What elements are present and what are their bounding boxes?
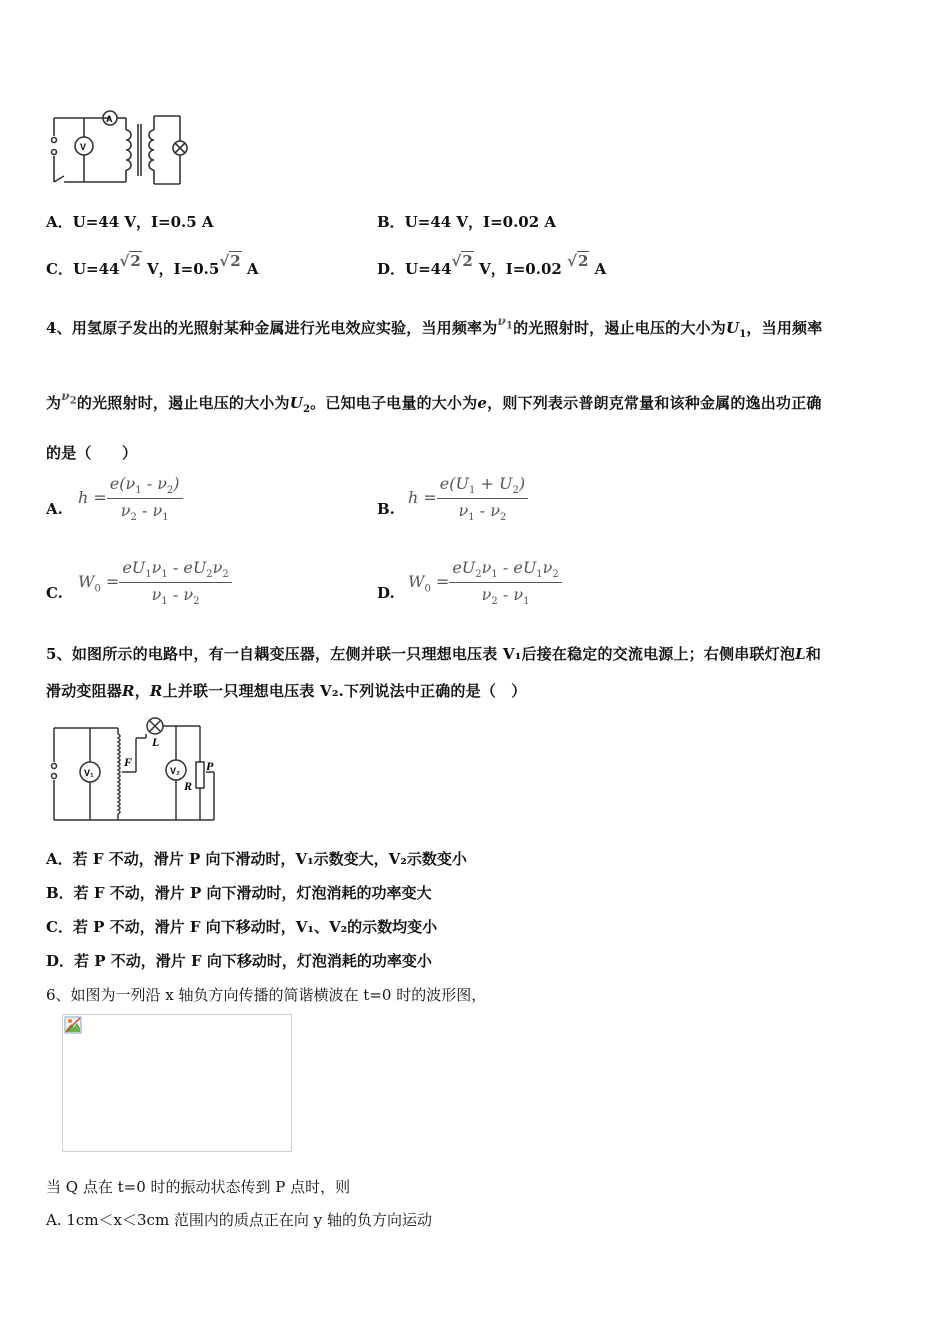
q5-option-d[interactable]: D．若 P 不动，滑片 F 向下移动时，灯泡消耗的功率变小 [46,952,432,970]
sqrt-arg: 2 [462,252,473,270]
q4-text: 4、用氢原子发出的光照射某种金属进行光电效应实验，当用频率为 [46,319,498,337]
q3-option-a[interactable]: A．U=44 V，I=0.5 A [46,213,214,231]
q3-option-c-pre: C．U=44 [46,260,120,278]
q3-option-c-post: A [246,260,259,278]
q6-option-a[interactable]: A. 1cm＜x＜3cm 范围内的质点正在向 y 轴的负方向运动 [46,1211,432,1229]
nu2-symbol: ν2 [61,389,77,407]
r-symbol: R [122,682,135,700]
q4-option-a-formula: h = $\frac{e(\nu_1 - \nu_2)}{\nu_2 - \nu_1}$ [78,474,183,523]
sqrt-arg: 2 [130,252,141,270]
e-symbol: e [477,394,488,412]
q6-line-2: 当 Q 点在 t=0 时的振动状态传到 P 点时，则 [46,1178,351,1196]
autotransformer-circuit-figure [44,710,224,826]
q4-line-2: 为$^{\nu_2}$的光照射时，遏止电压的大小为$U_2$。已知电子电量的大小为e，则下列表示普朗克常量和该种金属的逸出功正确 [46,389,822,415]
sqrt-arg: 2 [577,252,589,270]
voltmeter-label: V [80,142,87,152]
sqrt-symbol: √2 [119,252,141,270]
q4-line-1: 4、用氢原子发出的光照射某种金属进行光电效应实验，当用频率为$^{\nu_1}$的光照射时，遏止电压的大小为$U_1$，当用频率 [46,314,823,340]
q4-option-d-formula: $W_0$ = $\frac{eU_2\nu_1 - eU_1\nu_2}{\nu_2 - \nu_1}$ [408,558,562,607]
nu1-symbol: ν1 [497,314,514,332]
q5-text: 5、如图所示的电路中，有一自耦变压器，左侧并联一只理想电压表 V₁后接在稳定的交流电源上；右侧串联灯泡 [46,645,796,663]
q5-option-b[interactable]: B．若 F 不动，滑片 P 向下滑动时，灯泡消耗的功率变大 [46,884,432,902]
q4-text: 为 [46,394,62,412]
q4-option-c-formula: $W_0$ = $\frac{eU_1\nu_1 - eU_2\nu_2}{\nu_1 - \nu_2}$ [78,558,232,607]
q5-line-1 [46,643,821,664]
q5-option-c[interactable]: C．若 P 不动，滑片 F 向下移动时，V₁、V₂的示数均变小 [46,918,438,936]
q5-text: 和 [805,645,822,663]
l-symbol: L [795,645,806,663]
transformer-circuit-figure [44,104,190,188]
q5-option-a[interactable]: A．若 F 不动，滑片 P 向下滑动时，V₁示数变大，V₂示数变小 [46,850,467,868]
q4-text: ，当用频率 [746,319,823,337]
q5-text: 滑动变阻器 [46,682,123,700]
sqrt-symbol: √2 [567,252,589,270]
broken-image-placeholder [62,1014,292,1152]
q3-option-d-post: A [594,260,607,278]
q4-option-d-label[interactable]: D. [377,584,395,602]
broken-image-icon [64,1016,82,1034]
p-label: P [206,759,214,773]
q4-text: ，则下列表示普朗克常量和该种金属的逸出功正确 [487,394,822,412]
r-symbol: R [149,682,163,700]
q5-line-2 [46,680,526,701]
q3-option-b[interactable]: B．U=44 V，I=0.02 A [377,213,557,231]
q3-option-c-mid: V，I=0.5 [147,260,220,278]
sqrt-arg: 2 [230,252,241,270]
q5-text: 上并联一只理想电压表 V₂.下列说法中正确的是（ ） [162,682,527,700]
q4-option-c-label[interactable]: C. [46,584,63,602]
q3-option-c[interactable] [46,252,259,279]
sqrt-symbol: √2 [451,252,473,270]
v2-label: V₂ [170,766,181,776]
q3-option-d-mid: V，I=0.02 [479,260,562,278]
q5-text: ， [134,682,150,700]
q4-option-b-label[interactable]: B. [377,500,395,518]
sqrt-symbol: √2 [219,252,241,270]
q4-option-a-label[interactable]: A. [46,500,63,518]
l-label: L [152,735,160,749]
q4-text: 。已知电子电量的大小为 [310,394,478,412]
q4-text: 的光照射时，遏止电压的大小为 [513,319,726,337]
q4-line-3: 的是（ ） [46,444,138,462]
u2-symbol: U [289,394,303,412]
q4-text: 的光照射时，遏止电压的大小为 [76,394,290,412]
f-label: F [124,755,133,769]
q3-option-d-pre: D．U=44 [377,260,452,278]
q4-option-b-formula: h = $\frac{e(U_1 + U_2)}{\nu_1 - \nu_2}$ [408,474,528,523]
u1-symbol: U [725,319,740,337]
ammeter-label: A [106,114,113,124]
v1-label: V₁ [84,768,94,778]
q6-title: 6、如图为一列沿 x 轴负方向传播的简谐横波在 t=0 时的波形图， [46,986,487,1004]
r-label: R [184,779,193,793]
q3-option-d[interactable] [377,252,607,279]
